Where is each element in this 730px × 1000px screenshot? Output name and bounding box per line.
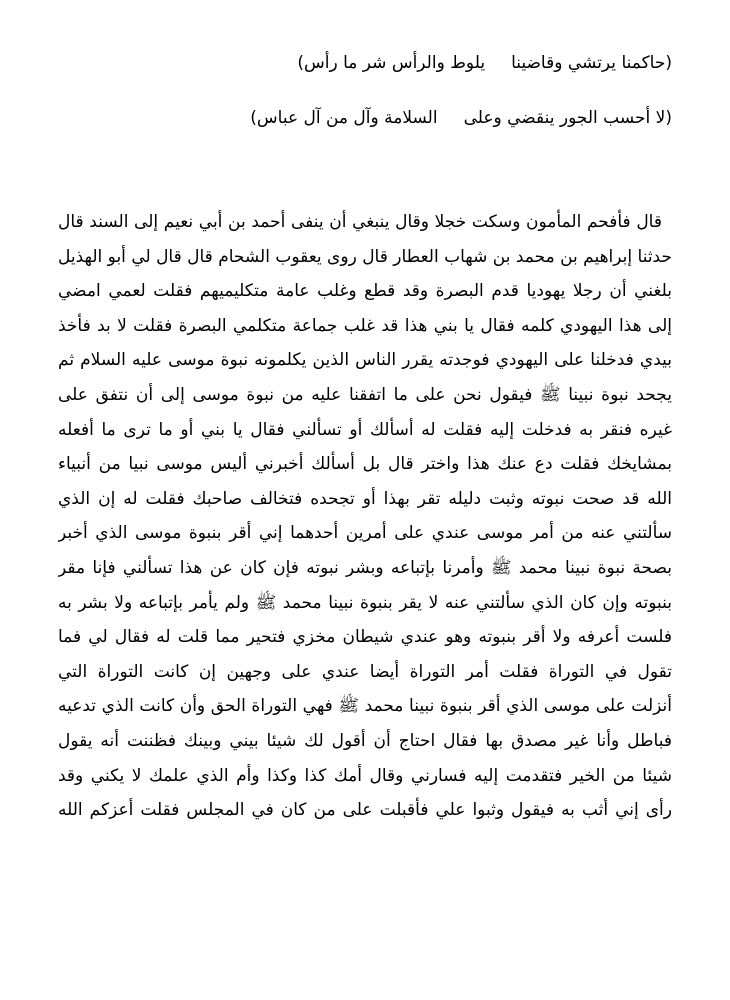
paragraph-line: تقول في التوراة فقلت أمر التوراة أيضا عندي على وجهين إن كانت التوراة التي [58,661,672,682]
paragraph-line: الله قد صحت نبوته وثبت دليله تقر بهذا أو تجحده فتخالف صاحبك فقلت له إن الذي [58,488,672,509]
paragraph-line: يجحد نبوة نبينا ﷺ فيقول نحن على ما اتفقنا عليه من نبوة موسى إلى أن نتفق على [58,384,672,405]
paragraph-line: إلى هذا اليهودي كلمه فقال يا بني هذا قد غلب جماعة متكلمي البصرة فقلت لا بد فأخذ [58,315,672,336]
body-paragraph [58,205,672,828]
paragraph-line: بنبوته وإن كان الذي سألتني عنه لا يقر بنبوة نبينا محمد ﷺ ولم يأمر بإتباعه ولا بشر به [58,592,672,613]
verse-second-hemistich: يلوط والرأس شر ما رأس [304,53,486,73]
verse-close-paren: ) [250,108,257,128]
paragraph-line: رأى إني أثب به فيقول وثبوا علي فأقبلت على من كان في المجلس فقلت أعزكم الله [58,800,672,821]
poem-verse [250,107,672,129]
verse-open-paren: ( [665,108,672,128]
paragraph-line: قال فأفحم المأمون وسكت خجلا وقال ينبغي أن ينفى أحمد بن أبي نعيم إلى السند قال [58,212,662,232]
verse-first-hemistich: حاكمنا يرتشي وقاضينا [511,53,666,73]
paragraph-line: بلغني أن رجلا يهوديا قدم البصرة وقد قطع وغلب عامة متكليميهم فقلت لعمي امضي [58,281,672,302]
paragraph-line: أنزلت على موسى الذي أقر بنبوة نبينا محمد ﷺ فهي التوراة الحق وأن كانت الذي تدعيه [58,696,672,717]
paragraph-line: بصحة نبوة نبينا محمد ﷺ وأمرنا بإتباعه وبشر نبوته فإن كان عن هذا تسألني فإنا مقر [58,557,672,578]
paragraph-line: فلست أعرفه ولا أقر بنبوته وهو عندي شيطان مخزي فتحير مما قلت له فقال لي فما [58,627,672,648]
paragraph-line: شيئا من الخير فتقدمت إليه فسارني وقال أمك كذا وكذا وأم الذي علمك لا يكني وقد [58,765,672,786]
paragraph-line: فباطل وأنا غير مصدق بها فقال احتاج أن أقول لك شيئا بيني وبينك فظننت أنه يقول [58,730,672,751]
paragraph-line: بمشايخك فقلت دع عنك هذا واختر قال بل أسألك أخبرني أليس موسى نبيا من أنبياء [58,454,672,475]
paragraph-line: حدثنا إبراهيم بن محمد بن شهاب العطار قال روى يعقوب الشحام قال قال لي أبو الهذيل [58,246,672,267]
verse-open-paren: ( [665,53,672,73]
paragraph-line: سألتني عنه من أمر موسى عندي على أمرين أحدهما إني أقر بنبوة موسى الذي أخبر [58,523,672,544]
verse-close-paren: ) [297,53,305,73]
verse-second-hemistich: السلامة وآل من آل عباس [256,108,438,128]
paragraph-line: غيره فنقر به فدخلت إليه فقلت له أسألك أو تسألني فقال يا بني أو ما ترى ما أفعله [58,419,672,440]
verse-first-hemistich: لا أحسب الجور ينقضي وعلى [463,108,666,128]
poem-verse [297,52,672,74]
paragraph-line: بيدي فدخلنا على اليهودي فوجدته يقرر الناس الذين يكلمونه نبوة موسى عليه السلام ثم [58,350,672,371]
